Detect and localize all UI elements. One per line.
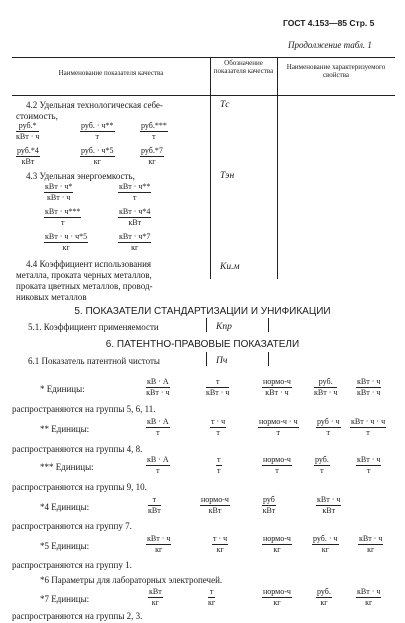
footnote-1-unit-1: кВ · А кВт · ч: [146, 377, 170, 397]
footnote-3-label: *** Единицы:: [40, 462, 94, 472]
table-header-rule: [12, 95, 395, 96]
row-4-4-line-3: проката цветных металлов, провод-: [16, 281, 153, 291]
footnote-7-unit-5: кВт · ч кг: [357, 587, 381, 607]
section-6-symbol: Пч: [216, 356, 228, 366]
footnote-4-unit-4: кВт · ч кВт: [317, 495, 341, 515]
footnote-1-unit-2: т кВт · ч: [206, 377, 230, 397]
fraction-4-3-1: кВт · ч* кВт · ч: [45, 182, 73, 202]
header-quality-name: Наименование показателя качества: [58, 69, 164, 77]
footnote-3-applies: распространяются на группы 9, 10.: [12, 482, 147, 492]
footnote-4-label: *4 Единицы:: [40, 502, 90, 512]
footnote-1-unit-3: нормо-ч кВт · ч: [263, 377, 291, 397]
header-designation: Обозначение показателя качества: [213, 59, 274, 75]
fraction-4-2-6: руб.*7 кг: [141, 146, 163, 166]
footnote-4-unit-3: руб кВт: [262, 495, 276, 515]
footnote-3-unit-5: кВт · ч т: [357, 455, 381, 475]
footnote-1-label: * Единицы:: [40, 384, 85, 394]
footnote-5-unit-2: т · ч кг: [213, 534, 228, 554]
standard-code: ГОСТ 4.153—85: [283, 18, 348, 28]
footnote-2-unit-2: т · ч т: [211, 417, 226, 437]
footnote-4-unit-1: т кВт: [148, 495, 161, 515]
footnote-5-label: *5 Единицы:: [40, 541, 90, 551]
footnote-7-unit-3: нормо-ч кг: [263, 587, 291, 607]
row-4-4-symbol: Kи.м: [220, 262, 240, 272]
row-4-3-symbol: Tэн: [220, 171, 235, 181]
footnote-2-unit-5: кВт · ч · ч т: [351, 417, 386, 437]
page-number: Стр. 5: [349, 18, 375, 28]
fraction-4-3-6: кВт · ч*7 кг: [119, 232, 151, 252]
fraction-4-2-3: руб.*** т: [141, 121, 167, 141]
table-continuation: Продолжение табл. 1: [288, 40, 372, 50]
footnote-7-label: *7 Единицы:: [40, 594, 90, 604]
footnote-5-unit-5: кВт · ч кг: [359, 534, 383, 554]
table-col-divider-1: [210, 57, 211, 279]
footnote-3-unit-2: т т: [217, 455, 221, 475]
footnote-3-unit-4: руб. т: [315, 455, 329, 475]
footnote-5-applies: распространяются на группу 1.: [12, 560, 132, 570]
row-4-2-title: 4.2 Удельная технологическая себе-: [26, 100, 163, 110]
section-6-item: 6.1 Показатель патентной чистоты: [28, 356, 160, 366]
section-5-title: 5. ПОКАЗАТЕЛИ СТАНДАРТИЗАЦИИ И УНИФИКАЦИИ: [74, 306, 331, 317]
table-col-divider-2: [277, 57, 278, 279]
row-4-3-title: 4.3 Удельная энергоемкость,: [26, 171, 135, 181]
row-4-2-symbol: Tс: [220, 100, 230, 110]
footnote-3-unit-3: нормо-ч т: [263, 455, 291, 475]
footnote-2-unit-4: руб · ч т: [317, 417, 340, 437]
footnote-1-unit-5: кВт · ч кВт · ч: [357, 377, 381, 397]
fraction-4-2-4: руб.*4 кВт: [17, 146, 39, 166]
footnote-1-unit-4: руб. кВт · ч: [314, 377, 338, 397]
footnote-2-unit-3: нормо-ч · ч т: [259, 417, 298, 437]
fraction-4-2-1: руб.* кВт · ч: [16, 121, 40, 141]
footnote-2-applies: распространяются на группы 4, 8.: [12, 444, 143, 454]
row-4-4-line-1: 4.4 Коэффициент использования: [26, 259, 152, 269]
row-4-2-title-cont: стоимость,: [16, 111, 58, 121]
footnote-4-unit-2: нормо-ч кВт: [201, 495, 229, 515]
footnote-7-unit-4: руб. кг: [317, 587, 331, 607]
footnote-1-applies: распространяются на группы 5, 6, 11.: [12, 404, 156, 414]
footnote-5-unit-4: руб. · ч кг: [313, 534, 338, 554]
fraction-4-3-4: кВт · ч*4 кВт: [119, 207, 151, 227]
fraction-4-2-2: руб. · ч** т: [81, 121, 114, 141]
section-5-symbol: Kпр: [216, 322, 232, 332]
fraction-4-2-5: руб. · ч*5 кг: [81, 146, 114, 166]
fraction-4-3-2: кВт · ч** т: [119, 182, 151, 202]
footnote-7-unit-2: т кг: [208, 587, 216, 607]
footnote-2-unit-1: кВ · А т: [147, 417, 169, 437]
footnote-2-label: ** Единицы:: [40, 424, 90, 434]
page-header: [283, 18, 374, 28]
footnote-5-unit-1: кВт · ч кг: [147, 534, 171, 554]
section-5-divider-2: [268, 318, 269, 332]
footnote-5-unit-3: нормо-ч кг: [263, 534, 291, 554]
footnote-7-applies: распространяются на группы 2, 3.: [12, 611, 143, 621]
row-4-4-line-4: никовых металлов: [16, 292, 87, 302]
section-6-divider-2: [268, 352, 269, 366]
row-4-4-line-2: металла, проката черных металлов,: [16, 270, 152, 280]
footnote-7-unit-1: кВт кг: [149, 587, 162, 607]
section-6-divider-1: [206, 352, 207, 366]
footnote-3-unit-1: кВ · А т: [147, 455, 169, 475]
section-5-item: 5.1. Коэффициент применяемости: [28, 322, 159, 332]
section-6-title: 6. ПАТЕНТНО-ПРАВОВЫЕ ПОКАЗАТЕЛИ: [105, 339, 300, 350]
fraction-4-3-3: кВт · ч*** т: [45, 207, 81, 227]
fraction-4-3-5: кВт · ч · ч*5 кг: [45, 232, 88, 252]
footnote-4-applies: распространяются на группу 7.: [12, 521, 132, 531]
table-top-rule: [12, 57, 395, 58]
header-property: Наименование характеризуемого свойства: [286, 63, 386, 79]
footnote-6-note: *6 Параметры для лабораторных электропечей.: [40, 575, 223, 585]
section-5-divider-1: [206, 318, 207, 332]
